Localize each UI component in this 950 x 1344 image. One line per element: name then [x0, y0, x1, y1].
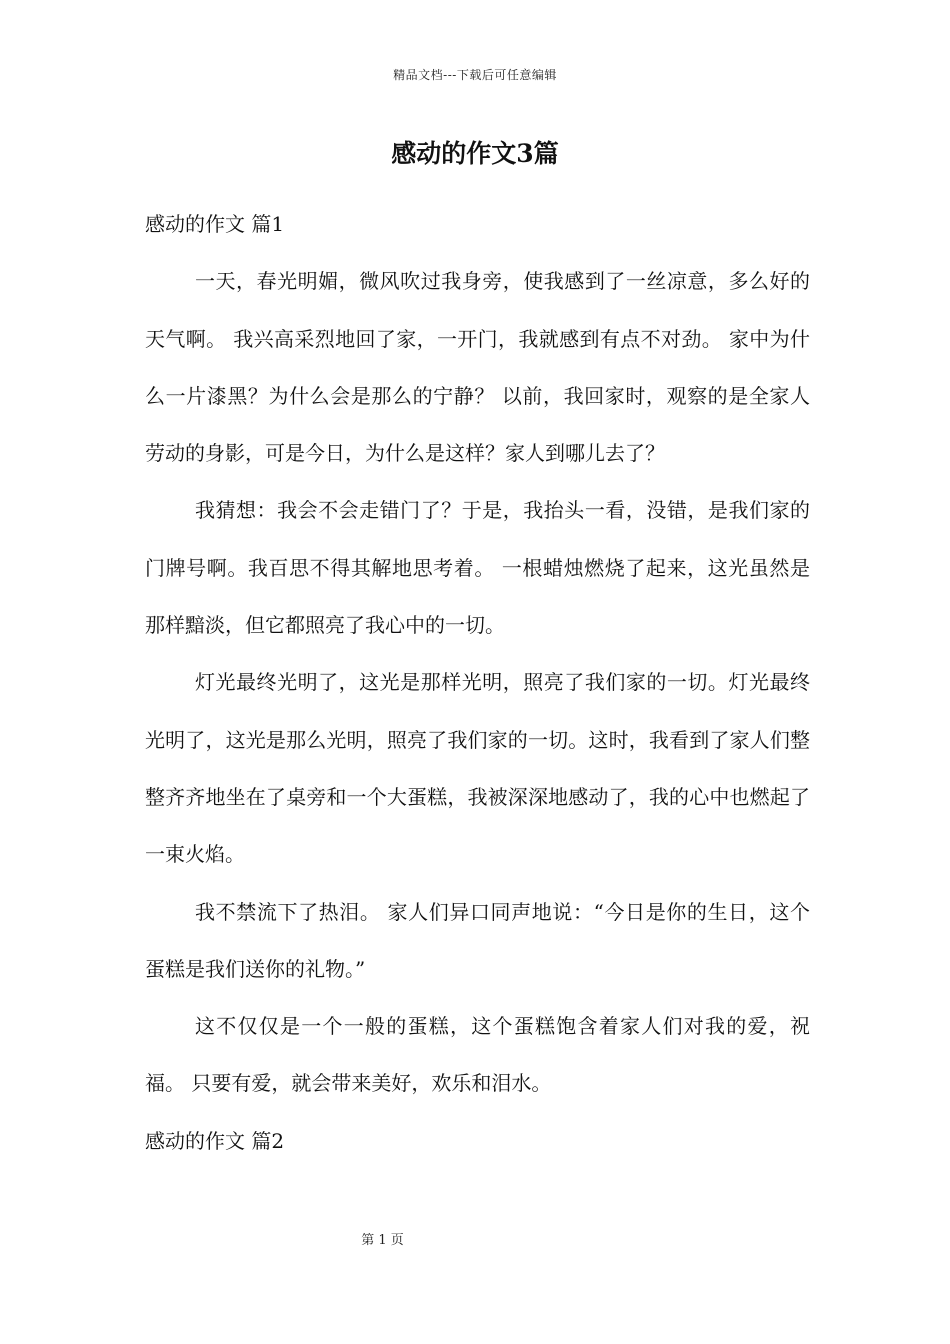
- section-heading: 感动的作文 篇2: [145, 1128, 285, 1153]
- paragraph: 我猜想：我会不会走错门了？于是，我抬头一看，没错，是我们家的门牌号啊。我百思不得其解地思考着。 一根蜡烛燃烧了起来，这光虽然是那样黯淡，但它都照亮了我心中的一切。: [145, 498, 810, 638]
- document-body: [145, 196, 810, 1170]
- paragraph: 我不禁流下了热泪。 家人们异口同声地说：“今日是你的生日，这个蛋糕是我们送你的礼物。”: [145, 899, 810, 981]
- paragraph: 灯光最终光明了，这光是那样光明，照亮了我们家的一切。灯光最终光明了，这光是那么光明，照亮了我们家的一切。这时，我看到了家人们整整齐齐地坐在了桌旁和一个大蛋糕，我被深深地感动了，我的心中也燃起了一束火焰。: [145, 670, 810, 867]
- section-heading: 感动的作文 篇1: [145, 212, 285, 236]
- page-number: 第 1 页: [361, 1233, 404, 1248]
- page-header: 精品文档---下载后可任意编辑: [393, 68, 557, 82]
- paragraph: 这不仅仅是一个一般的蛋糕，这个蛋糕饱含着家人们对我的爱，祝福。 只要有爱，就会带来美好，欢乐和泪水。: [145, 1014, 810, 1096]
- paragraph: 一天，春光明媚，微风吹过我身旁，使我感到了一丝凉意，多么好的天气啊。 我兴高采烈地回了家，一开门，我就感到有点不对劲。 家中为什么一片漆黑？为什么会是那么的宁静？ 以前，我回家时，观察的是全家人劳动的身影，可是今日，为什么是这样？家人到哪儿去了？: [145, 269, 810, 466]
- document-title: 感动的作文3篇: [391, 139, 559, 168]
